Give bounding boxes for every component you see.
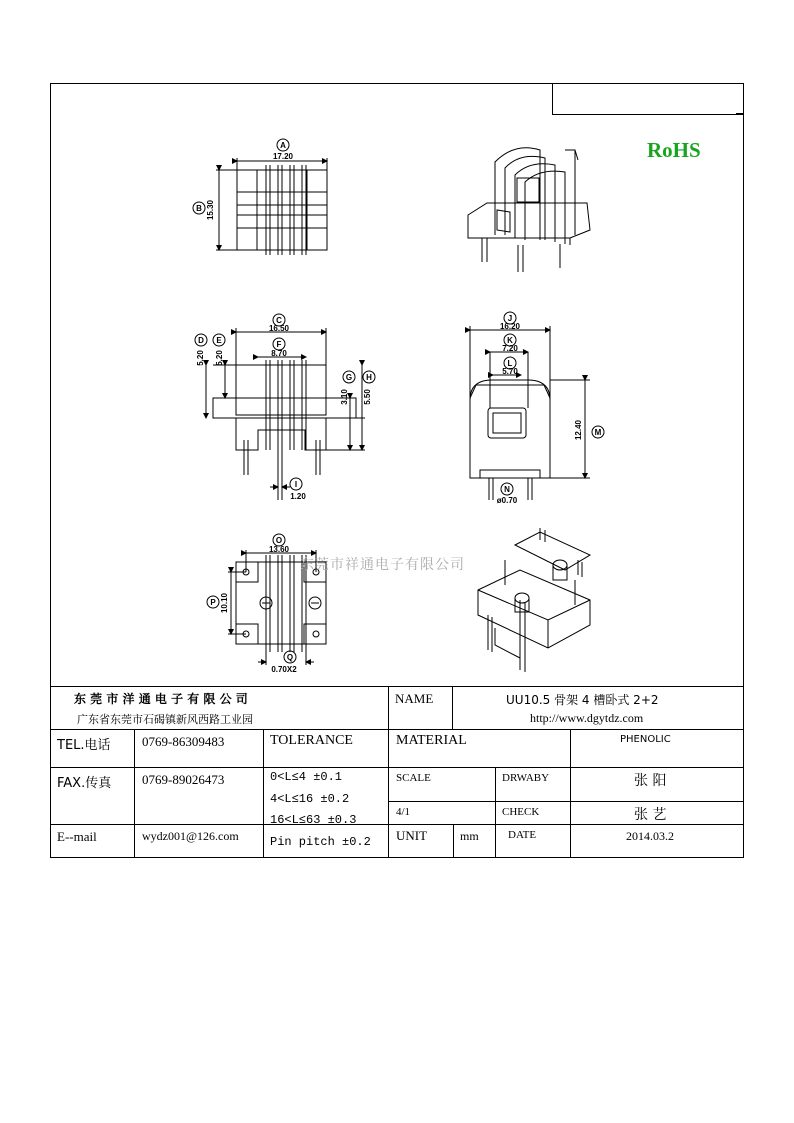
tolerance-pin-pitch: Pin pitch ±0.2 bbox=[270, 835, 371, 849]
unit-value: mm bbox=[460, 829, 479, 843]
dim-b-letter: B bbox=[196, 204, 202, 213]
material-label: MATERIAL bbox=[396, 733, 467, 748]
tel-label: TEL.电话 bbox=[57, 738, 111, 753]
dim-e-letter: E bbox=[216, 336, 222, 345]
dim-q-value: 0.70X2 bbox=[271, 665, 297, 674]
check-label: CHECK bbox=[502, 806, 540, 818]
check-value: 张 艺 bbox=[634, 807, 667, 823]
website-link[interactable]: http://www.dgytdz.com bbox=[530, 711, 644, 725]
dim-p-value: 10.10 bbox=[220, 592, 229, 614]
dim-a-letter: A bbox=[280, 141, 286, 150]
tel-value: 0769-86309483 bbox=[142, 734, 225, 749]
dim-m-value: 12.40 bbox=[574, 419, 583, 441]
unit-label: UNIT bbox=[396, 828, 428, 843]
date-value: 2014.03.2 bbox=[626, 829, 674, 843]
dim-l-value: 5.70 bbox=[502, 367, 518, 376]
dim-k-value: 7.20 bbox=[502, 344, 518, 353]
fax-label: FAX.传真 bbox=[57, 776, 112, 791]
dim-j-letter: J bbox=[507, 314, 513, 323]
scale-label: SCALE bbox=[396, 772, 431, 784]
dim-b-value: 15.30 bbox=[206, 199, 215, 221]
dim-o-value: 13.60 bbox=[268, 545, 290, 554]
drawby-label: DRWABY bbox=[502, 772, 550, 784]
scale-value: 4/1 bbox=[396, 806, 411, 818]
title-block bbox=[50, 686, 744, 858]
material-value: PHENOLIC bbox=[620, 734, 671, 745]
tolerance-range-3: 16<L≤63 ±0.3 bbox=[270, 813, 357, 827]
dim-m-letter: M bbox=[594, 428, 602, 437]
email-value[interactable]: wydz001@126.com bbox=[142, 829, 239, 843]
dim-p-letter: P bbox=[210, 598, 216, 607]
date-label: DATE bbox=[508, 829, 537, 841]
dim-d-letter: D bbox=[198, 336, 204, 345]
dim-h-letter: H bbox=[366, 373, 372, 382]
dim-f-value: 8.70 bbox=[271, 349, 287, 358]
top-view bbox=[193, 139, 327, 255]
name-label: NAME bbox=[395, 691, 434, 706]
dim-k-letter: K bbox=[507, 336, 513, 345]
dim-c-letter: C bbox=[276, 316, 282, 325]
product-name: UU10.5 骨架 4 槽卧式 2+2 bbox=[506, 693, 659, 707]
dim-n-value: ø0.70 bbox=[496, 496, 518, 505]
dim-f-letter: F bbox=[276, 340, 282, 349]
side-view bbox=[470, 312, 604, 500]
dim-l-letter: L bbox=[507, 359, 513, 368]
dim-e-value: 5.20 bbox=[215, 350, 224, 366]
dim-d-value: 5.20 bbox=[196, 350, 205, 366]
dim-h-value: 5.50 bbox=[363, 389, 372, 405]
dim-i-letter: I bbox=[294, 480, 298, 489]
email-label: E--mail bbox=[57, 829, 97, 844]
dim-c-value: 16.50 bbox=[268, 324, 290, 333]
tolerance-range-1: 0<L≤4 ±0.1 bbox=[270, 770, 343, 784]
isometric-view-bottom bbox=[478, 528, 590, 672]
isometric-view-top bbox=[468, 148, 590, 272]
tolerance-label: TOLERANCE bbox=[270, 733, 353, 748]
watermark: 东莞市祥通电子有限公司 bbox=[300, 557, 465, 573]
fax-value: 0769-89026473 bbox=[142, 772, 225, 787]
company-name: 东 莞 市 洋 通 电 子 有 限 公 司 bbox=[74, 692, 248, 706]
dim-o-letter: O bbox=[275, 536, 283, 545]
dim-j-value: 16.20 bbox=[499, 322, 521, 331]
drawby-value: 张 阳 bbox=[634, 773, 667, 789]
front-view bbox=[195, 314, 375, 500]
dim-q-letter: Q bbox=[286, 653, 294, 662]
dim-n-letter: N bbox=[504, 485, 510, 494]
dim-i-value: 1.20 bbox=[290, 492, 306, 501]
dim-g-letter: G bbox=[345, 373, 353, 382]
dim-g-value: 3.10 bbox=[340, 389, 349, 405]
company-address: 广东省东莞市石碣镇新风西路工业园 bbox=[77, 713, 253, 726]
dim-a-value: 17.20 bbox=[272, 152, 294, 161]
rohs-badge: RoHS bbox=[647, 138, 701, 162]
tolerance-range-2: 4<L≤16 ±0.2 bbox=[270, 792, 350, 806]
